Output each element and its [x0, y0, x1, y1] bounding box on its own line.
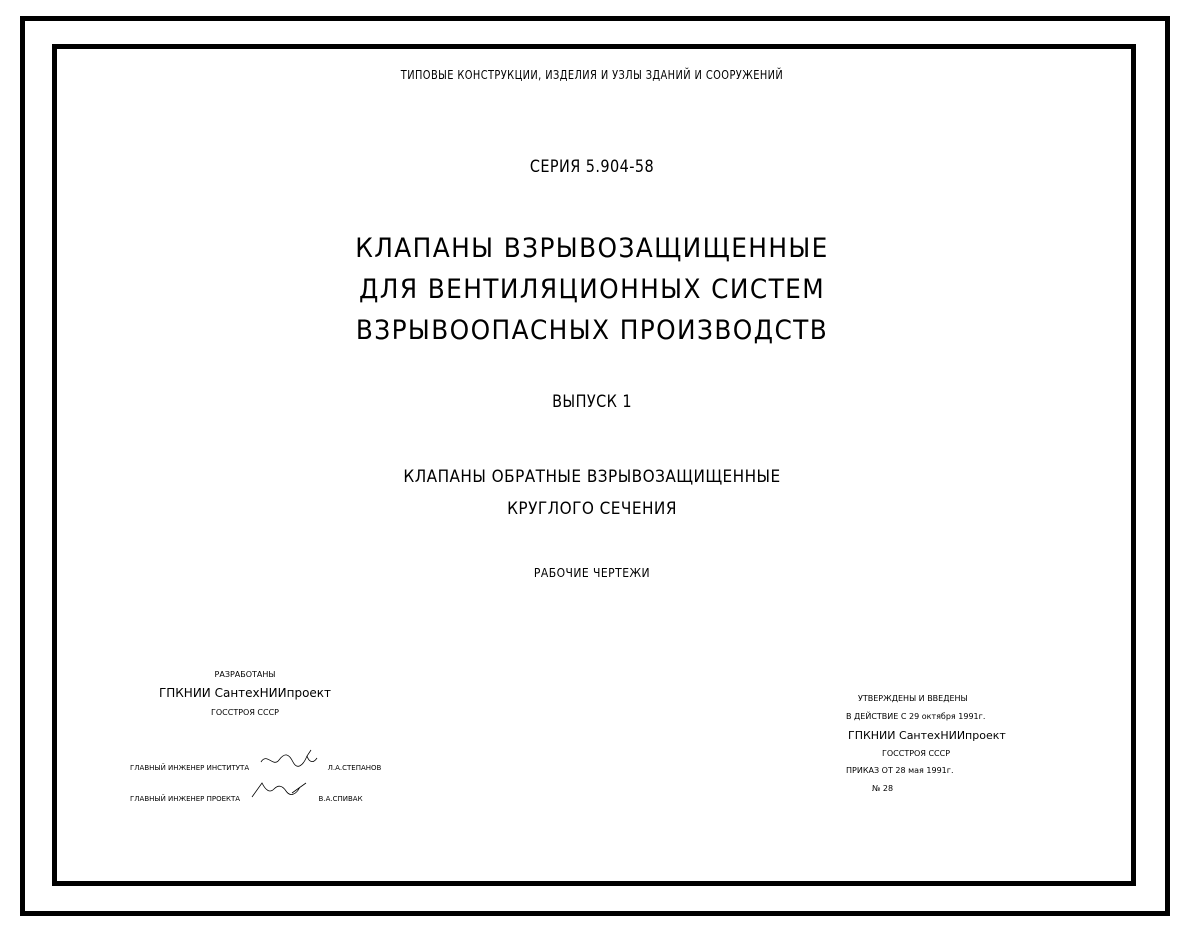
title-line-3: ВЗРЫВООПАСНЫХ ПРОИЗВОДСТВ: [355, 315, 829, 346]
developer-org: ГПКНИИ СантехНИИпроект: [158, 686, 332, 700]
chief-engineer-label: ГЛАВНЫЙ ИНЖЕНЕР ИНСТИТУТА: [130, 764, 250, 772]
project-engineer-label: ГЛАВНЫЙ ИНЖЕНЕР ПРОЕКТА: [130, 795, 241, 803]
approved-block: [846, 690, 1016, 798]
chief-engineer-row: [130, 748, 381, 772]
subtitle: [59, 461, 1125, 525]
developed-label: РАЗРАБОТАНЫ: [214, 670, 276, 679]
subtitle-line-1: КЛАПАНЫ ОБРАТНЫЕ ВЗРЫВОЗАЩИЩЕННЫЕ: [403, 467, 781, 487]
approval-order: ПРИКАЗ ОТ 28 мая 1991г.: [846, 766, 954, 775]
project-engineer-name: В.А.СПИВАК: [318, 795, 363, 803]
issue-number: ВЫПУСК 1: [552, 392, 632, 412]
approval-number: № 28: [872, 784, 894, 793]
developed-block: [150, 668, 340, 722]
drawings-label: РАБОЧИЕ ЧЕРТЕЖИ: [533, 566, 651, 580]
title-line-2: ДЛЯ ВЕНТИЛЯЦИОННЫХ СИСТЕМ: [358, 274, 826, 305]
subtitle-line-2: КРУГЛОГО СЕЧЕНИЯ: [507, 499, 677, 519]
chief-engineer-signature: [257, 748, 319, 770]
chief-engineer-name: Л.А.СТЕПАНОВ: [327, 764, 382, 772]
series-number: СЕРИЯ 5.904-58: [529, 157, 655, 177]
approver-gosstroy: ГОССТРОЯ СССР: [882, 749, 951, 758]
header-text: ТИПОВЫЕ КОНСТРУКЦИИ, ИЗДЕЛИЯ И УЗЛЫ ЗДАНИЙ И СООРУЖЕНИЙ: [400, 68, 784, 82]
approver-org: ГПКНИИ СантехНИИпроект: [848, 729, 1006, 742]
approved-line-2: В ДЕЙСТВИЕ С 29 октября 1991г.: [846, 712, 986, 721]
project-engineer-row: [130, 779, 363, 803]
main-title: [47, 228, 1136, 351]
project-engineer-signature: [248, 779, 310, 801]
developer-gosstroy: ГОССТРОЯ СССР: [210, 708, 280, 717]
approved-line-1: УТВЕРЖДЕНЫ И ВВЕДЕНЫ: [858, 694, 968, 703]
title-line-1: КЛАПАНЫ ВЗРЫВОЗАЩИЩЕННЫЕ: [355, 233, 829, 264]
